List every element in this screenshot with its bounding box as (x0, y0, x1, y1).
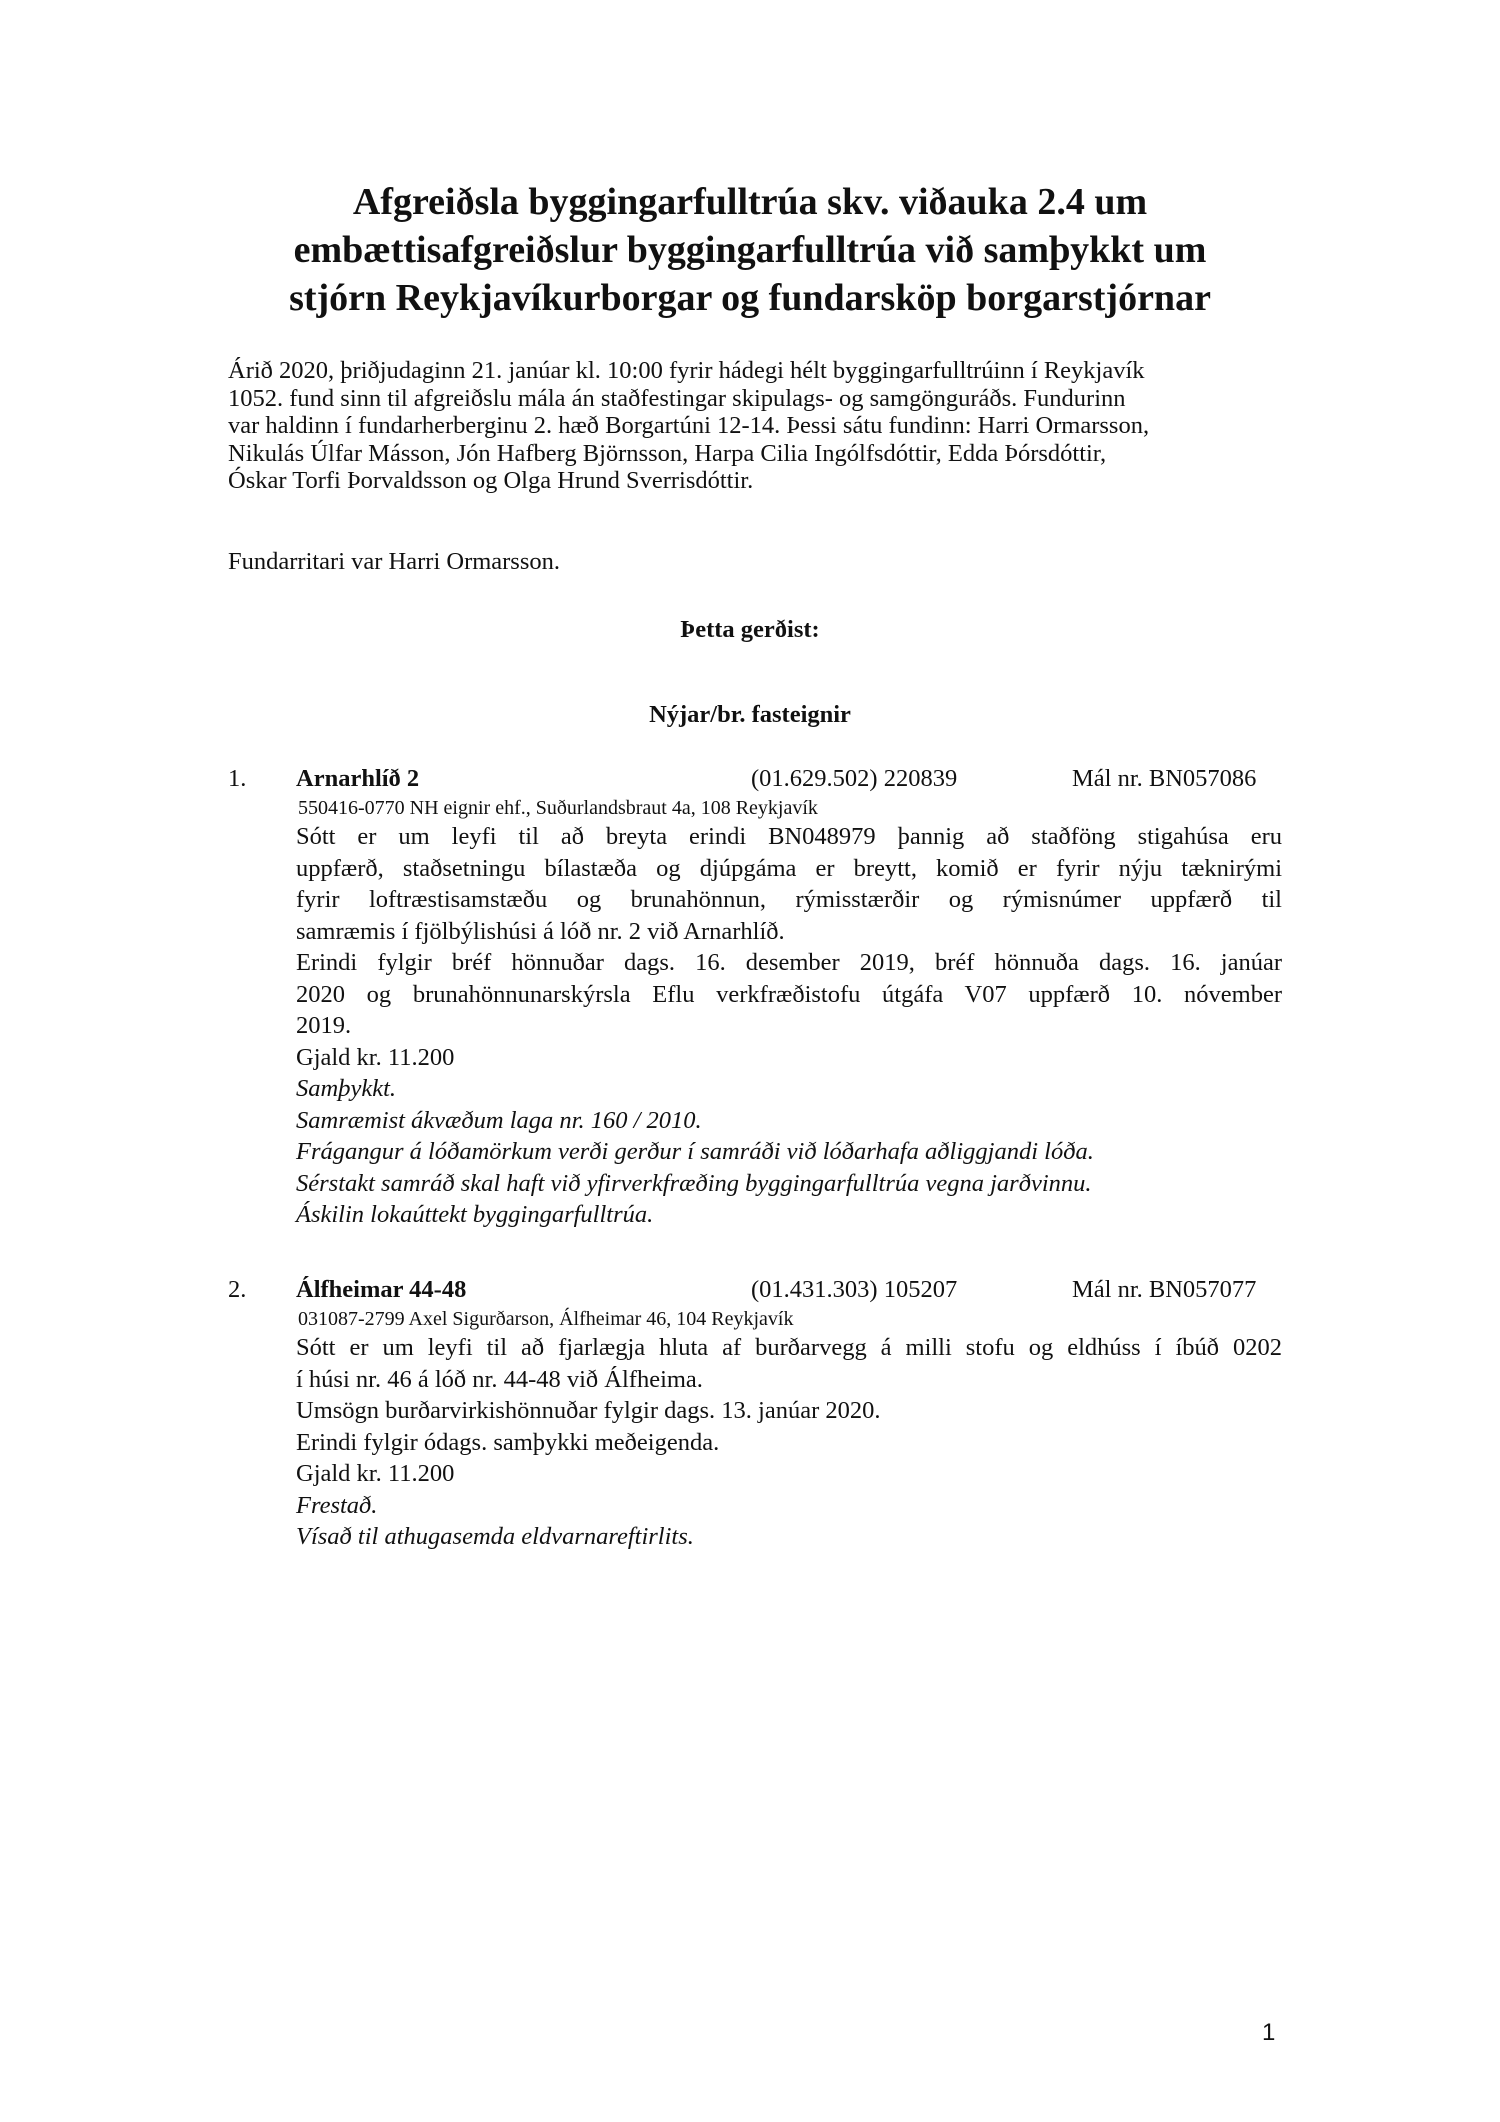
case-body (296, 821, 1282, 1231)
case-reference: Mál nr. BN057086 (1072, 765, 1257, 792)
page-number: 1 (1262, 2019, 1276, 2046)
decision-line: Áskilin lokaúttekt byggingarfulltrúa. (296, 1201, 654, 1228)
decision-line: Sérstakt samráð skal haft við yfirverkfræðing byggingarfulltrúa vegna jarðvinnu. (296, 1169, 1092, 1197)
decision-line: Samræmist ákvæðum laga nr. 160 / 2010. (296, 1106, 702, 1134)
body-line: uppfærð, staðsetningu bílastæða og djúpgáma er breytt, komið er fyrir nýju tæknirými (296, 854, 1282, 882)
body-line: í húsi nr. 46 á lóð nr. 44-48 við Álfheima. (296, 1365, 703, 1393)
body-line: 2019. (296, 1012, 352, 1039)
intro-line: Nikulás Úlfar Másson, Jón Hafberg Björnsson, Harpa Cilia Ingólfsdóttir, Edda Þórsdóttir, (228, 439, 1107, 467)
case-reference: Mál nr. BN057077 (1072, 1276, 1257, 1303)
body-line: samræmis í fjölbýlishúsi á lóð nr. 2 við Arnarhlíð. (296, 917, 785, 945)
body-line: Sótt er um leyfi til að fjarlægja hluta af burðarvegg á milli stofu og eldhúss í íbúð 0202 (296, 1334, 1282, 1361)
decision-line: Samþykkt. (296, 1075, 396, 1102)
intro-line: var haldinn í fundarherberginu 2. hæð Borgartúni 12-14. Þessi sátu fundinn: Harri Ormarsson, (228, 412, 1150, 439)
title-line: stjórn Reykjavíkurborgar og fundarsköp borgarstjórnar (289, 277, 1211, 319)
body-line: Gjald kr. 11.200 (296, 1460, 455, 1487)
events-heading: Þetta gerðist: (680, 616, 820, 643)
body-line: 2020 og brunahönnunarskýrsla Eflu verkfræðistofu útgáfa V07 uppfærð 10. nóvember (296, 980, 1282, 1008)
title-line: embættisafgreiðslur byggingarfulltrúa við samþykkt um (293, 229, 1207, 271)
case-applicant: 031087-2799 Axel Sigurðarson, Álfheimar 46, 104 Reykjavík (298, 1308, 794, 1330)
case-applicant: 550416-0770 NH eignir ehf., Suðurlandsbraut 4a, 108 Reykjavík (298, 797, 818, 819)
intro-line: 1052. fund sinn til afgreiðslu mála án staðfestingar skipulags- og samgönguráðs. Fundurinn (228, 384, 1126, 412)
body-line: Erindi fylgir bréf hönnuðar dags. 16. desember 2019, bréf hönnuða dags. 16. janúar (296, 949, 1282, 976)
page-title (210, 178, 1290, 322)
recorder-note: Fundarritari var Harri Ormarsson. (228, 548, 561, 575)
intro-line: Óskar Torfi Þorvaldsson og Olga Hrund Sverrisdóttir. (228, 467, 754, 494)
decision-line: Vísað til athugasemda eldvarnareftirlits. (296, 1523, 694, 1550)
body-line: Erindi fylgir ódags. samþykki meðeigenda. (296, 1428, 720, 1456)
case-body (296, 1332, 1282, 1553)
case-item-header (0, 1275, 1500, 1305)
body-line: Umsögn burðarvirkishönnuðar fylgir dags. 13. janúar 2020. (296, 1397, 881, 1424)
body-line: fyrir loftræstisamstæðu og brunahönnun, rýmisstærðir og rýmisnúmer uppfærð til (296, 886, 1282, 913)
case-item (0, 1275, 1500, 1550)
section-heading: Nýjar/br. fasteignir (649, 701, 851, 728)
case-number: 1. (228, 765, 247, 792)
case-item (0, 764, 1500, 1228)
title-line: Afgreiðsla byggingarfulltrúa skv. viðauka 2.4 um (352, 181, 1148, 223)
intro-paragraph (228, 357, 1288, 495)
decision-line: Frágangur á lóðamörkum verði gerður í samráði við lóðarhafa aðliggjandi lóða. (296, 1138, 1094, 1165)
case-lot-id: (01.629.502) 220839 (751, 765, 958, 792)
case-item-header (0, 764, 1500, 794)
body-line: Gjald kr. 11.200 (296, 1043, 455, 1071)
intro-line: Árið 2020, þriðjudaginn 21. janúar kl. 10:00 fyrir hádegi hélt byggingarfulltrúinn í Reykjavík (228, 357, 1145, 384)
case-address: Arnarhlíð 2 (296, 765, 420, 792)
body-line: Sótt er um leyfi til að breyta erindi BN048979 þannig að staðföng stigahúsa eru (296, 823, 1282, 850)
decision-line: Frestað. (296, 1491, 378, 1519)
case-address: Álfheimar 44-48 (296, 1276, 467, 1303)
case-number: 2. (228, 1276, 247, 1303)
case-lot-id: (01.431.303) 105207 (751, 1276, 958, 1303)
